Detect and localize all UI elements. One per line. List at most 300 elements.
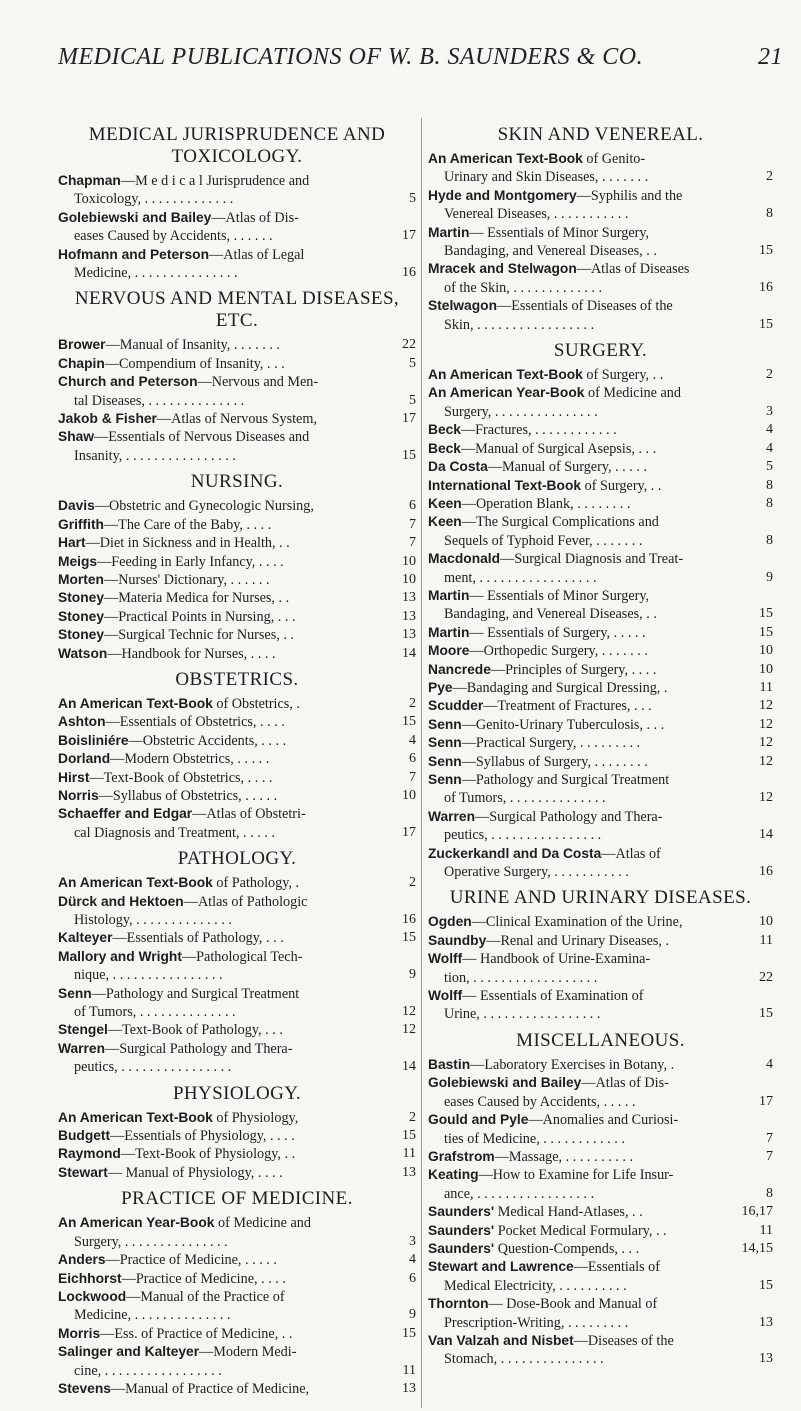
entry-title: eases Caused by Accidents, . . . . . .	[74, 228, 273, 245]
catalog-entry	[428, 513, 773, 550]
entry-title: tal Diseases, . . . . . . . . . . . . . .	[74, 392, 245, 409]
entry-page-number: 17	[402, 411, 416, 427]
catalog-entry	[428, 421, 773, 439]
entry-title: —Pathology and Surgical Treatment	[91, 985, 300, 1002]
entry-title: —Essentials of	[573, 1259, 660, 1276]
entry-title: —Syphilis and the	[576, 187, 683, 204]
entry-title: —Atlas of Legal	[209, 246, 305, 263]
entry-title: —Text-Book of Obstetrics, . . . .	[89, 769, 273, 786]
entry-author: Keating	[428, 1167, 479, 1183]
entry-author: Saunders'	[428, 1222, 495, 1238]
entry-title: Skin, . . . . . . . . . . . . . . . . .	[444, 316, 595, 333]
entry-title: —Essentials of Nervous Diseases and	[94, 429, 310, 446]
entry-title: peutics, . . . . . . . . . . . . . . . .	[74, 1059, 232, 1076]
entry-page-number: 14	[402, 1059, 416, 1075]
entry-page-number: 15	[759, 624, 773, 640]
entry-page-number: 7	[409, 516, 416, 532]
catalog-entry	[58, 1214, 416, 1251]
entry-author: Golebiewski and Bailey	[58, 209, 212, 225]
catalog-entry	[428, 1056, 773, 1074]
catalog-entry	[58, 948, 416, 985]
entry-title: —Bandaging and Surgical Dressing, .	[452, 679, 668, 696]
entry-page-number: 16	[402, 265, 416, 281]
entry-title: —Practical Surgery, . . . . . . . . .	[461, 735, 641, 752]
entry-title: —Ess. of Practice of Medicine, . .	[100, 1325, 293, 1342]
catalog-entry	[58, 516, 416, 534]
entry-author: An American Year-Book	[428, 385, 585, 401]
entry-page-number: 11	[759, 932, 773, 948]
entry-author: Warren	[58, 1040, 106, 1056]
entry-page-number: 6	[409, 498, 416, 514]
entry-page-number: 17	[402, 824, 416, 840]
running-header	[58, 44, 783, 71]
entry-title: nique, . . . . . . . . . . . . . . . .	[74, 967, 223, 984]
entry-author: Zuckerkandl and Da Costa	[428, 845, 602, 861]
entry-author: An American Text-Book	[58, 875, 213, 891]
catalog-entry	[428, 1074, 773, 1111]
entry-title: —Manual of Surgery, . . . . .	[487, 459, 648, 476]
entry-author: Thornton	[428, 1296, 489, 1312]
entry-page-number: 16	[759, 279, 773, 295]
entry-title: —Clinical Examination of the Urine,	[471, 914, 683, 931]
catalog-entry	[58, 929, 416, 947]
entry-page-number: 2	[409, 695, 416, 711]
entry-author: Stoney	[58, 627, 104, 643]
catalog-entry	[428, 845, 773, 882]
entry-page-number: 4	[766, 440, 773, 456]
catalog-entry	[428, 1166, 773, 1203]
catalog-entry	[428, 366, 773, 384]
entry-author: Budgett	[58, 1128, 111, 1144]
entry-page-number: 16	[759, 864, 773, 880]
entry-title: —Feeding in Early Infancy, . . . .	[97, 553, 284, 570]
catalog-entry	[428, 624, 773, 642]
entry-title: —Renal and Urinary Diseases, .	[486, 932, 670, 949]
entry-page-number: 14	[402, 645, 416, 661]
catalog-entry	[58, 571, 416, 589]
entry-author: Hirst	[58, 769, 90, 785]
entry-author: Shaw	[58, 429, 95, 445]
entry-author: Mallory and Wright	[58, 948, 182, 964]
column-divider	[421, 118, 422, 1408]
entry-page-number: 22	[402, 337, 416, 353]
entry-author: Senn	[428, 735, 462, 751]
entry-page-number: 15	[759, 243, 773, 259]
entry-page-number: 13	[402, 627, 416, 643]
entry-author: Stewart and Lawrence	[428, 1259, 574, 1275]
entry-author: Lockwood	[58, 1288, 127, 1304]
entry-title: —Practical Points in Nursing, . . .	[104, 608, 296, 625]
catalog-entry	[428, 187, 773, 224]
entry-title: ment, . . . . . . . . . . . . . . . . .	[444, 569, 597, 586]
entry-title: — Manual of Physiology, . . . .	[107, 1164, 283, 1181]
entry-author: Scudder	[428, 698, 484, 714]
entry-author: Eichhorst	[58, 1270, 122, 1286]
entry-title: cal Diagnosis and Treatment, . . . . .	[74, 824, 275, 841]
catalog-entry	[428, 477, 773, 495]
section-heading: NURSING.	[190, 471, 284, 493]
entry-page-number: 12	[759, 753, 773, 769]
entry-author: Norris	[58, 787, 99, 803]
catalog-entry	[58, 1251, 416, 1269]
entry-title: —Compendium of Insanity, . . .	[104, 355, 285, 372]
entry-author: Macdonald	[428, 551, 501, 567]
entry-page-number: 14	[759, 827, 773, 843]
entry-title: —Nurses' Dictionary, . . . . . .	[104, 571, 270, 588]
entry-page-number: 5	[409, 392, 416, 408]
entry-title: of the Skin, . . . . . . . . . . . . .	[444, 279, 603, 296]
catalog-entry	[428, 771, 773, 808]
entry-title: —Pathology and Surgical Treatment	[461, 772, 670, 788]
entry-title: —Surgical Diagnosis and Treat-	[500, 551, 684, 568]
catalog-entry	[58, 985, 416, 1022]
entry-author: Saunders'	[428, 1204, 495, 1220]
entry-page-number: 15	[402, 447, 416, 463]
entry-title: of Surgery, . .	[582, 367, 664, 384]
entry-title: — Essentials of Minor Surgery,	[469, 587, 650, 604]
entry-title: —Atlas of	[601, 845, 661, 862]
catalog-entry	[58, 336, 416, 354]
entry-title: —How to Examine for Life Insur-	[478, 1167, 674, 1184]
entry-author: Martin	[428, 587, 470, 603]
catalog-entry	[58, 874, 416, 892]
entry-author: Morten	[58, 571, 104, 587]
catalog-entry	[58, 1127, 416, 1145]
entry-page-number: 11	[402, 1362, 416, 1378]
entry-title: Medical Hand-Atlases, . .	[494, 1204, 643, 1221]
entry-author: Wolff	[428, 951, 463, 967]
entry-title: —Massage, . . . . . . . . . .	[494, 1148, 634, 1165]
catalog-entry	[428, 1240, 773, 1258]
section-heading: PATHOLOGY.	[177, 848, 297, 870]
entry-title: —Manual of Surgical Asepsis, . . .	[460, 440, 657, 457]
entry-title: —Atlas of Diseases	[576, 261, 690, 278]
entry-page-number: 22	[759, 969, 773, 985]
entry-title: eases Caused by Accidents, . . . . .	[444, 1093, 636, 1110]
entry-page-number: 15	[759, 316, 773, 332]
entry-author: Saundby	[428, 932, 487, 948]
entry-title: —Atlas of Nervous System,	[156, 411, 317, 428]
entry-author: Senn	[58, 985, 92, 1001]
entry-author: Davis	[58, 498, 95, 514]
entry-author: Beck	[428, 440, 461, 456]
entry-title: Operative Surgery, . . . . . . . . . . .	[444, 864, 629, 881]
entry-page-number: 8	[766, 532, 773, 548]
entry-title: Medicine, . . . . . . . . . . . . . .	[74, 1307, 231, 1324]
entry-page-number: 2	[766, 367, 773, 383]
catalog-entry	[428, 950, 773, 987]
entry-title: of Tumors, . . . . . . . . . . . . . .	[444, 790, 606, 807]
entry-author: Keen	[428, 514, 462, 530]
catalog-entry	[58, 1325, 416, 1343]
entry-page-number: 8	[766, 206, 773, 222]
catalog-entry	[58, 589, 416, 607]
catalog-entry	[58, 732, 416, 750]
entry-title: —Pathological Tech-	[181, 948, 303, 965]
entry-author: Bastin	[428, 1056, 471, 1072]
entry-title: —Treatment of Fractures, . . .	[483, 698, 652, 715]
entry-page-number: 17	[759, 1093, 773, 1109]
entry-page-number: 6	[409, 1270, 416, 1286]
catalog-entry	[58, 695, 416, 713]
entry-page-number: 4	[409, 732, 416, 748]
entry-author: Da Costa	[428, 459, 488, 475]
catalog-entry	[428, 734, 773, 752]
entry-page-number: 3	[766, 403, 773, 419]
entry-title: —Practice of Medicine, . . . . .	[105, 1252, 277, 1269]
catalog-entry	[58, 1288, 416, 1325]
catalog-entry	[428, 384, 773, 421]
entry-page-number: 16,17	[741, 1204, 773, 1220]
catalog-entry	[428, 987, 773, 1024]
entry-title: —Text-Book of Pathology, . . .	[107, 1022, 283, 1039]
entry-page-number: 14,15	[741, 1240, 773, 1256]
entry-author: Hofmann and Peterson	[58, 246, 210, 262]
entry-title: —Laboratory Exercises in Botany, .	[470, 1056, 675, 1073]
entry-title: cine, . . . . . . . . . . . . . . . . .	[74, 1362, 222, 1379]
entry-title: Prescription-Writing, . . . . . . . . .	[444, 1314, 629, 1331]
entry-title: —Text-Book of Physiology, . .	[120, 1146, 296, 1163]
entry-author: Mracek and Stelwagon	[428, 261, 577, 277]
entry-page-number: 7	[766, 1130, 773, 1146]
entry-title: ties of Medicine, . . . . . . . . . . . .	[444, 1130, 625, 1147]
entry-title: Question-Compends, . . .	[494, 1240, 640, 1257]
entry-author: Stevens	[58, 1380, 111, 1396]
catalog-entry	[428, 1203, 773, 1221]
catalog-entry	[58, 1270, 416, 1288]
entry-title: —Atlas of Dis-	[211, 209, 299, 226]
entry-title: —Syllabus of Obstetrics, . . . . .	[98, 787, 278, 804]
entry-page-number: 5	[766, 459, 773, 475]
catalog-entry	[58, 893, 416, 930]
catalog-entry	[58, 246, 416, 283]
entry-page-number: 9	[766, 569, 773, 585]
entry-title: of Physiology,	[212, 1109, 299, 1126]
entry-page-number: 12	[759, 735, 773, 751]
entry-author: Warren	[428, 808, 476, 824]
entry-author: Griffith	[58, 516, 104, 532]
entry-title: —Principles of Surgery, . . . .	[490, 661, 657, 678]
entry-author: Saunders'	[428, 1240, 495, 1256]
catalog-entry	[58, 1145, 416, 1163]
entry-title: —Diet in Sickness and in Health, . .	[85, 535, 290, 552]
left-column	[58, 118, 416, 1398]
entry-title: —Orthopedic Surgery, . . . . . . .	[469, 643, 648, 660]
entry-author: Senn	[428, 772, 462, 787]
entry-page-number: 12	[402, 1022, 416, 1038]
entry-page-number: 11	[759, 679, 773, 695]
entry-author: Ashton	[58, 714, 106, 730]
entry-author: Dorland	[58, 751, 111, 767]
entry-title: —Operation Blank, . . . . . . . .	[461, 495, 631, 512]
catalog-entry	[428, 808, 773, 845]
entry-author: International Text-Book	[428, 477, 582, 493]
entry-title: Venereal Diseases, . . . . . . . . . . .	[444, 206, 629, 223]
catalog-entry	[428, 679, 773, 697]
entry-author: Morris	[58, 1325, 101, 1341]
entry-page-number: 15	[759, 606, 773, 622]
catalog-entry	[428, 753, 773, 771]
entry-title: —Anomalies and Curiosi-	[528, 1112, 679, 1129]
entry-author: Beck	[428, 422, 461, 438]
entry-page-number: 8	[766, 1185, 773, 1201]
entry-author: Stoney	[58, 590, 104, 606]
entry-title: Urinary and Skin Diseases, . . . . . . .	[444, 169, 649, 186]
entry-author: Gould and Pyle	[428, 1112, 529, 1128]
entry-title: Urine, . . . . . . . . . . . . . . . . .	[444, 1006, 601, 1023]
entry-title: —Atlas of Dis-	[581, 1075, 669, 1092]
entry-title: Histology, . . . . . . . . . . . . . .	[74, 912, 232, 928]
entry-author: Nancrede	[428, 661, 491, 677]
entry-page-number: 10	[759, 643, 773, 659]
entry-page-number: 4	[766, 1056, 773, 1072]
catalog-entry	[428, 913, 773, 931]
entry-page-number: 4	[409, 1252, 416, 1268]
entry-title: —Fractures, . . . . . . . . . . . .	[460, 422, 617, 439]
entry-title: Surgery, . . . . . . . . . . . . . . .	[444, 403, 598, 420]
catalog-entry	[58, 410, 416, 428]
entry-title: —Essentials of Physiology, . . . .	[110, 1128, 295, 1145]
catalog-entry	[58, 1040, 416, 1077]
entry-title: Bandaging, and Venereal Diseases, . .	[444, 243, 657, 260]
catalog-entry	[58, 1109, 416, 1127]
entry-page-number: 12	[759, 790, 773, 806]
catalog-entry	[58, 553, 416, 571]
entry-page-number: 8	[766, 495, 773, 511]
entry-title: of Medicine and	[584, 385, 681, 402]
entry-author: Chapin	[58, 355, 105, 371]
entry-title: —Essentials of Pathology, . . .	[112, 930, 284, 947]
entry-title: —Atlas of Pathologic	[183, 893, 308, 910]
entry-title: —Manual of Practice of Medicine,	[110, 1380, 310, 1397]
entry-page-number: 15	[402, 714, 416, 730]
entry-title: Sequels of Typhoid Fever, . . . . . . .	[444, 532, 643, 549]
entry-title: Stomach, . . . . . . . . . . . . . . .	[444, 1351, 604, 1368]
catalog-entry	[428, 587, 773, 624]
catalog-entry	[428, 1258, 773, 1295]
entry-title: ance, . . . . . . . . . . . . . . . . .	[444, 1185, 595, 1202]
catalog-entry	[58, 1021, 416, 1039]
entry-title: of Tumors, . . . . . . . . . . . . . .	[74, 1004, 236, 1021]
catalog-entry	[428, 1332, 773, 1369]
entry-title: —Surgical Pathology and Thera-	[475, 808, 663, 825]
entry-page-number: 3	[409, 1233, 416, 1249]
entry-author: Brower	[58, 337, 106, 353]
entry-page-number: 13	[759, 1351, 773, 1367]
entry-title: —Syllabus of Surgery, . . . . . . . .	[461, 753, 648, 770]
catalog-entry	[428, 1111, 773, 1148]
catalog-entry	[58, 373, 416, 410]
catalog-entry	[428, 661, 773, 679]
entry-author: An American Text-Book	[428, 151, 583, 166]
entry-page-number: 2	[409, 1109, 416, 1125]
section-heading: MEDICAL JURISPRUDENCE AND TOXICOLOGY.	[88, 124, 386, 167]
catalog-entry	[428, 297, 773, 334]
entry-author: Ogden	[428, 914, 472, 930]
entry-page-number: 9	[409, 967, 416, 983]
entry-page-number: 11	[402, 1146, 416, 1162]
entry-title: of Pathology, .	[212, 875, 300, 892]
entry-author: Stoney	[58, 608, 104, 624]
entry-title: —Materia Medica for Nurses, . .	[104, 590, 290, 607]
entry-page-number: 9	[409, 1307, 416, 1323]
entry-author: Anders	[58, 1252, 106, 1268]
right-column	[428, 118, 773, 1369]
catalog-entry	[58, 608, 416, 626]
catalog-entry	[428, 260, 773, 297]
header-title: MEDICAL PUBLICATIONS OF W. B. SAUNDERS & CO.	[58, 44, 644, 70]
entry-page-number: 5	[409, 191, 416, 207]
entry-title: of Surgery, . .	[581, 477, 662, 494]
entry-page-number: 17	[402, 228, 416, 244]
catalog-entry	[58, 209, 416, 246]
entry-page-number: 2	[409, 875, 416, 891]
entry-title: —Nervous and Men-	[197, 374, 319, 391]
page-number: 21	[758, 44, 783, 70]
section-heading: NERVOUS AND MENTAL DISEASES, ETC.	[74, 288, 400, 332]
entry-author: Golebiewski and Bailey	[428, 1075, 582, 1091]
catalog-entry	[58, 750, 416, 768]
entry-author: Chapman	[58, 173, 121, 188]
entry-title: —Handbook for Nurses, . . . .	[107, 645, 276, 662]
entry-page-number: 15	[402, 1128, 416, 1144]
catalog-entry	[58, 805, 416, 842]
entry-author: Boisliniére	[58, 732, 129, 748]
entry-title: Medical Electricity, . . . . . . . . . .	[444, 1277, 627, 1294]
catalog-entry	[428, 440, 773, 458]
entry-author: Senn	[428, 753, 462, 769]
entry-title: Insanity, . . . . . . . . . . . . . . . .	[74, 447, 236, 464]
entry-title: Toxicology, . . . . . . . . . . . . .	[74, 191, 234, 208]
entry-page-number: 11	[759, 1222, 773, 1238]
entry-page-number: 15	[759, 1277, 773, 1293]
entry-author: Martin	[428, 224, 470, 240]
entry-author: Stelwagon	[428, 298, 497, 314]
entry-title: —Practice of Medicine, . . . .	[121, 1270, 286, 1287]
entry-author: An American Text-Book	[58, 1109, 213, 1125]
entry-page-number: 8	[766, 477, 773, 493]
entry-title: —Obstetric and Gynecologic Nursing,	[94, 498, 314, 515]
section-heading: PHYSIOLOGY.	[172, 1082, 302, 1104]
entry-page-number: 7	[409, 769, 416, 785]
entry-author: Grafstrom	[428, 1148, 495, 1164]
entry-page-number: 15	[402, 1325, 416, 1341]
entry-author: Raymond	[58, 1146, 121, 1162]
entry-page-number: 10	[759, 661, 773, 677]
entry-title: Medicine, . . . . . . . . . . . . . . .	[74, 265, 238, 282]
entry-title: —Essentials of Obstetrics, . . . .	[105, 714, 285, 731]
section-heading: SURGERY.	[553, 340, 648, 362]
catalog-entry	[58, 172, 416, 209]
entry-page-number: 2	[766, 169, 773, 185]
entry-title: —Manual of Insanity, . . . . . . .	[105, 337, 280, 354]
catalog-entry	[428, 150, 773, 187]
entry-page-number: 7	[766, 1148, 773, 1164]
catalog-entry	[428, 458, 773, 476]
catalog-entry	[58, 534, 416, 552]
entry-title: —Manual of the Practice of	[126, 1288, 285, 1305]
catalog-entry	[428, 1222, 773, 1240]
catalog-entry	[58, 713, 416, 731]
entry-author: Stengel	[58, 1022, 108, 1038]
entry-author: Salinger and Kalteyer	[58, 1344, 200, 1360]
entry-author: Van Valzah and Nisbet	[428, 1332, 574, 1348]
entry-author: Wolff	[428, 988, 463, 1004]
entry-title: peutics, . . . . . . . . . . . . . . . .	[444, 827, 602, 844]
entry-author: Keen	[428, 495, 462, 511]
catalog-entry	[58, 428, 416, 465]
entry-title: — Essentials of Surgery, . . . . .	[469, 624, 646, 641]
